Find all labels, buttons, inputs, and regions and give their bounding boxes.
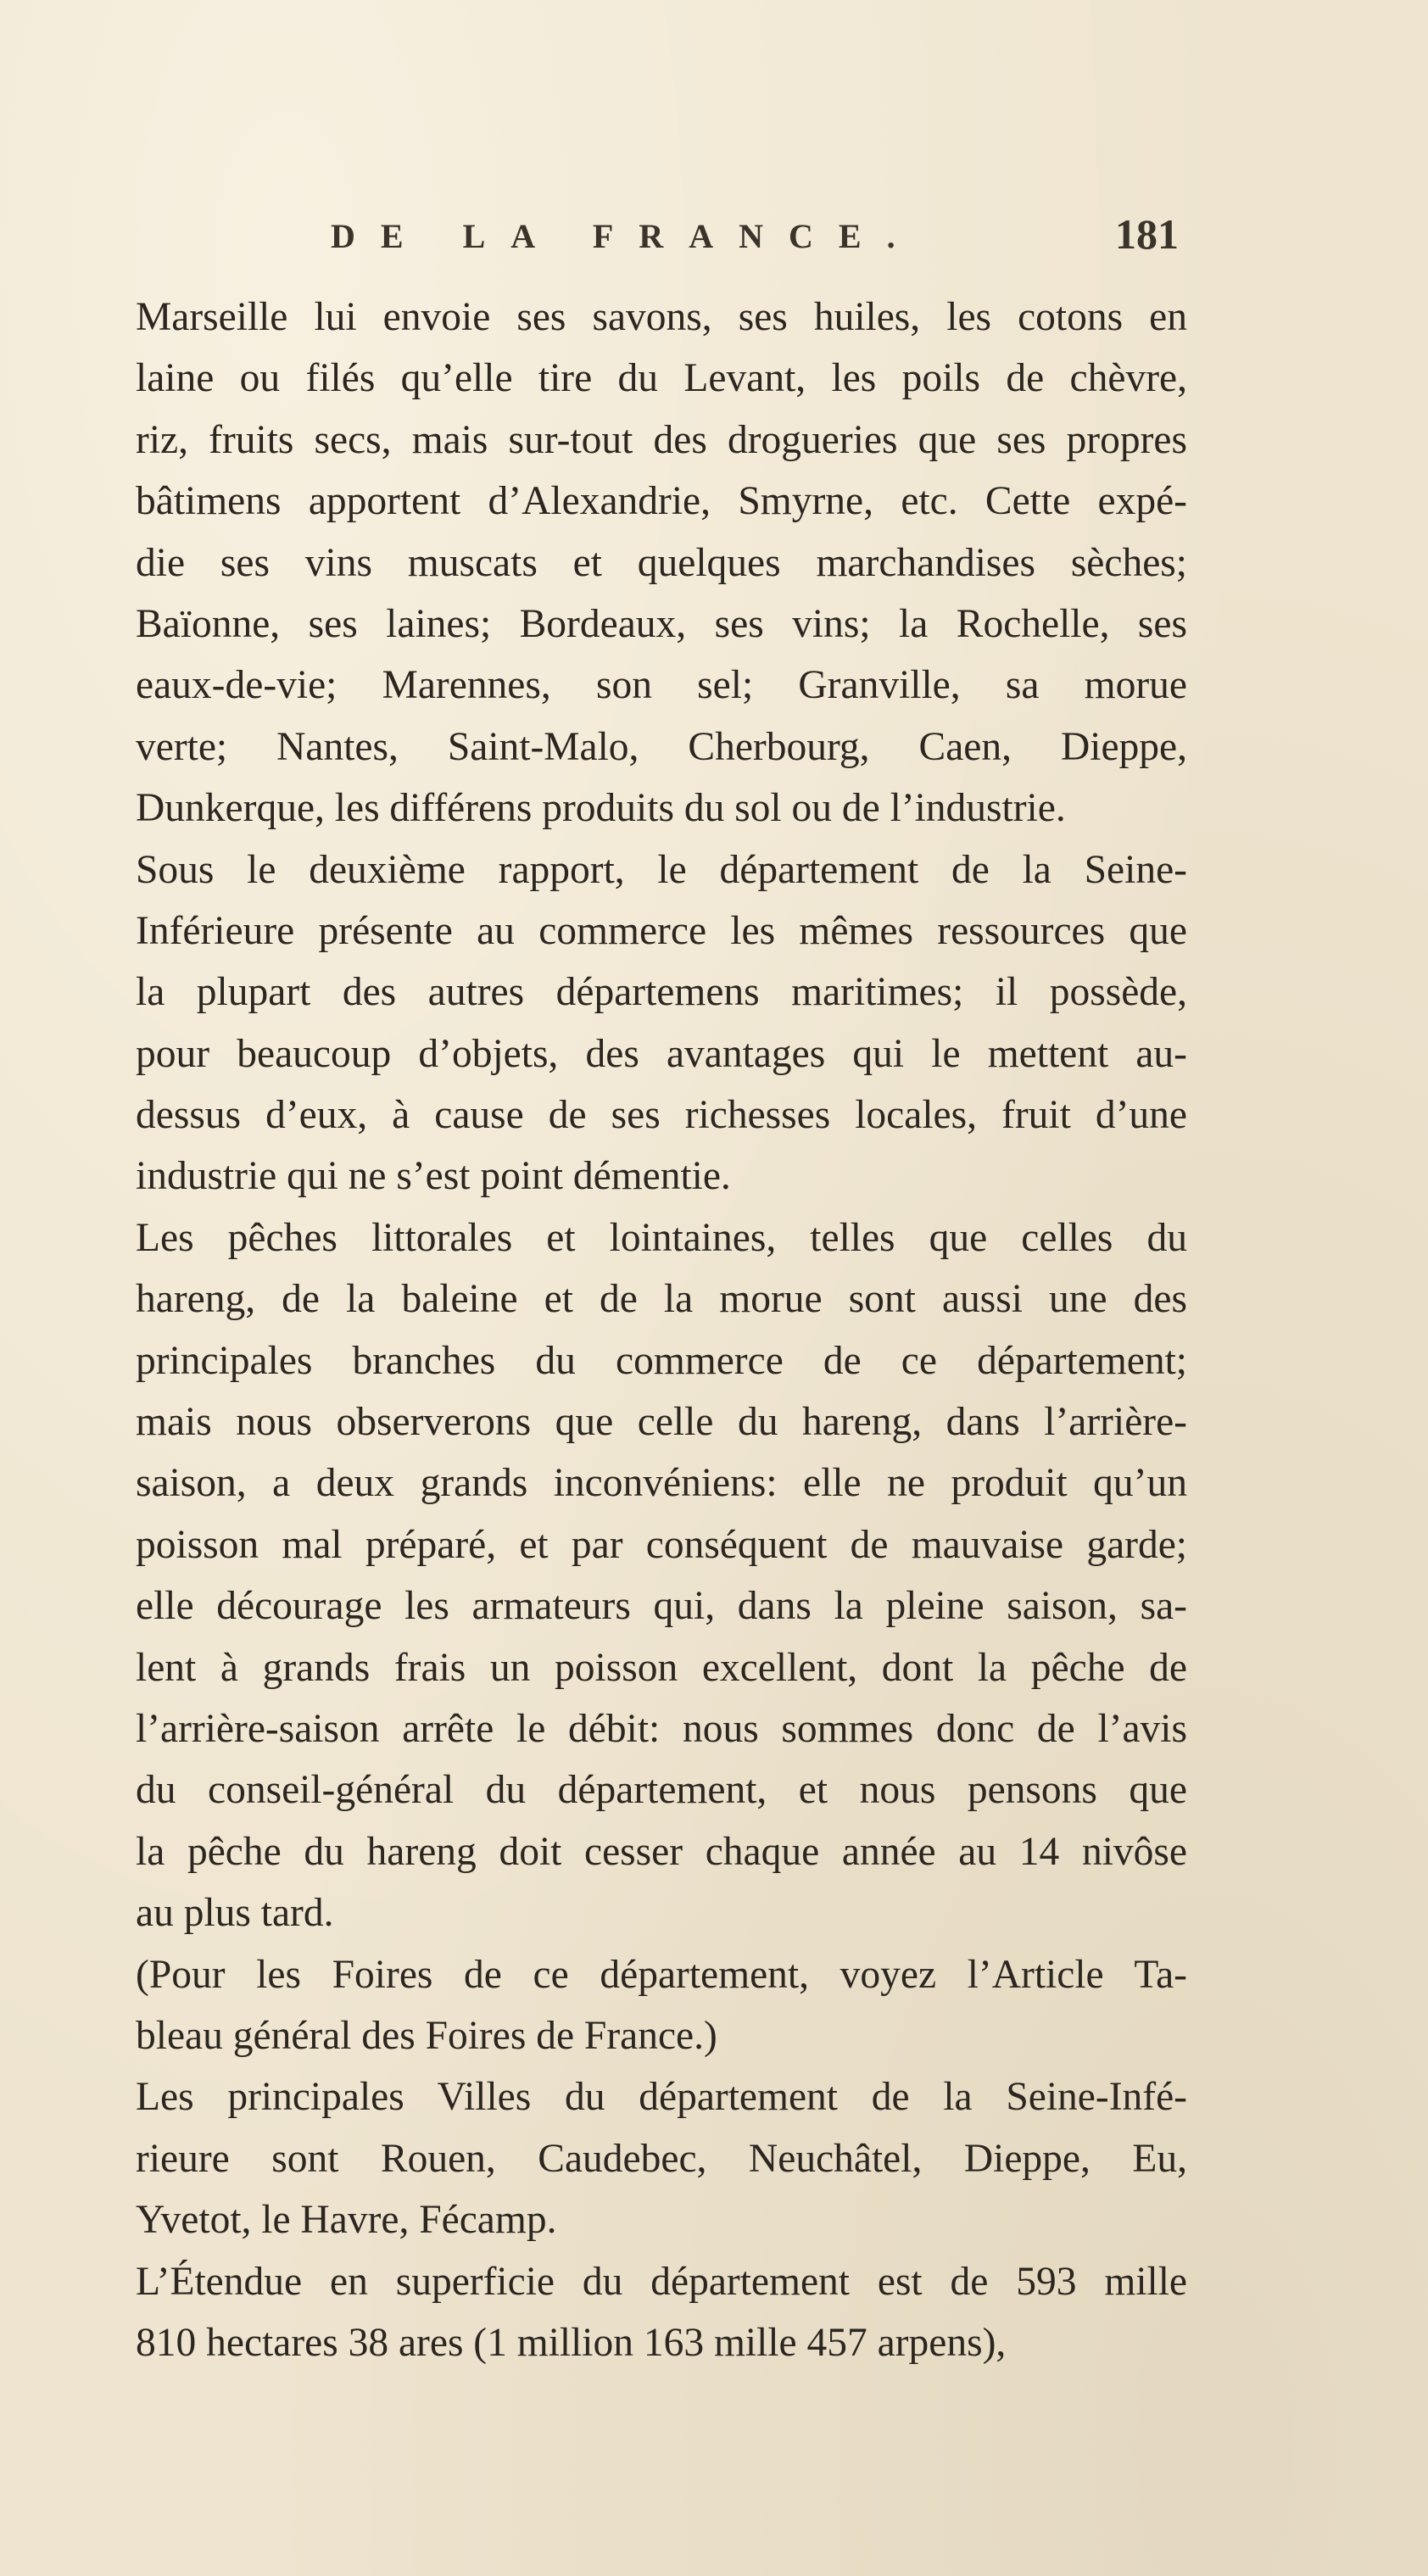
text-line: Yvetot, le Havre, Fécamp. [136,2198,557,2243]
running-title: DE LA FRANCE. [331,217,921,255]
text-line: l’arrière-saison arrête le débit: nous sommes donc de l’avis [136,1706,1187,1751]
text-line: dessus d’eux, à cause de ses richesses locales, fruit d’une [136,1093,1187,1138]
text-line: lent à grands frais un poisson excellent, dont la pêche de [136,1645,1187,1690]
text-line: L’Étendue en superficie du département est de 593 mille [136,2259,1187,2304]
paragraph [136,1944,1187,2067]
text-line: du conseil-général du département, et nous pensons que [136,1768,1187,1813]
running-head [331,210,1179,267]
text-line: la pêche du hareng doit cesser chaque année au 14 nivôse [136,1829,1187,1874]
text-line: Baïonne, ses laines; Bordeaux, ses vins; la Rochelle, ses [136,601,1187,646]
text-line: bâtimens apportent d’Alexandrie, Smyrne, etc. Cette expé- [136,479,1187,524]
text-line: die ses vins muscats et quelques marchandises sèches; [136,540,1187,585]
page-number: 181 [1115,210,1179,258]
paragraph [136,1207,1187,1944]
body-text [136,287,1187,2373]
text-line: Inférieure présente au commerce les mêmes ressources que [136,908,1187,953]
text-line: eaux-de-vie; Marennes, son sel; Granville, sa morue [136,663,1187,708]
text-line: Dunkerque, les différens produits du sol ou de l’industrie. [136,786,1066,831]
text-line: Sous le deuxième rapport, le département de la Seine- [136,847,1187,892]
text-line: Les pêches littorales et lointaines, telles que celles du [136,1215,1187,1260]
text-line: principales branches du commerce de ce département; [136,1338,1187,1383]
text-line: hareng, de la baleine et de la morue sont aussi une des [136,1277,1187,1322]
text-line: mais nous observerons que celle du hareng, dans l’arrière- [136,1400,1187,1445]
text-line: industrie qui ne s’est point démentie. [136,1154,731,1199]
paragraph [136,287,1187,839]
text-line: pour beaucoup d’objets, des avantages qui le mettent au- [136,1031,1187,1076]
text-line: 810 hectares 38 ares (1 million 163 mille 457 arpens), [136,2320,1007,2365]
text-line: laine ou filés qu’elle tire du Levant, les poils de chèvre, [136,356,1187,401]
text-line: la plupart des autres départemens maritimes; il possède, [136,970,1187,1015]
text-line: riz, fruits secs, mais sur-tout des drogueries que ses propres [136,417,1187,462]
text-line: Les principales Villes du département de la Seine-Infé- [136,2075,1187,2120]
text-line: elle décourage les armateurs qui, dans la pleine saison, sa- [136,1584,1187,1629]
text-line: rieure sont Rouen, Caudebec, Neuchâtel, Dieppe, Eu, [136,2136,1187,2181]
paragraph [136,2066,1187,2250]
text-line: Marseille lui envoie ses savons, ses huiles, les cotons en [136,295,1187,339]
text-line: poisson mal préparé, et par conséquent de mauvaise garde; [136,1522,1187,1567]
text-line: au plus tard. [136,1891,334,1936]
paragraph [136,839,1187,1207]
paragraph [136,2251,1187,2374]
text-line: verte; Nantes, Saint-Malo, Cherbourg, Caen, Dieppe, [136,724,1187,769]
text-line: saison, a deux grands inconvéniens: elle ne produit qu’un [136,1461,1187,1506]
text-line: (Pour les Foires de ce département, voyez l’Article Ta- [136,1952,1187,1997]
text-line: bleau général des Foires de France.) [136,2013,717,2058]
